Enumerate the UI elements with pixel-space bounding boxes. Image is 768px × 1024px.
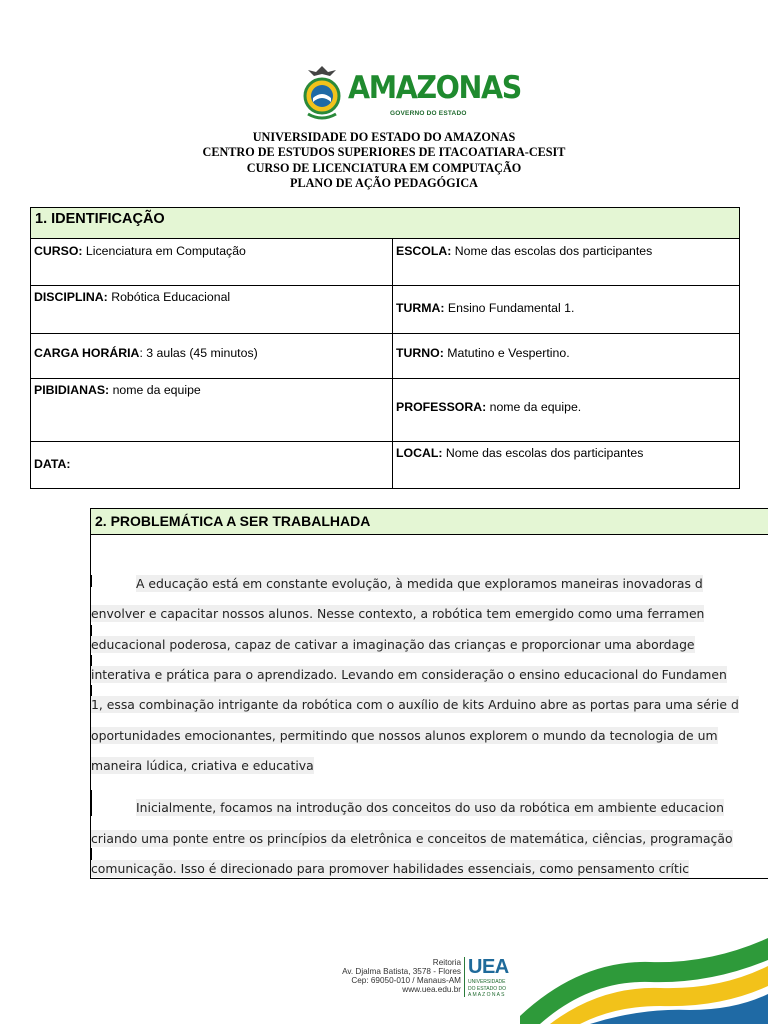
- paragraph-line: comunicação. Isso é direcionado para promover habilidades essenciais, como pensamento crític: [91, 861, 690, 876]
- cell-escola: [392, 238, 740, 286]
- cell-data: [30, 441, 393, 489]
- turno-label: TURNO:: [396, 346, 444, 360]
- carga-horaria-value: : 3 aulas (45 minutos): [139, 346, 258, 360]
- paragraph-line: educacional poderosa, capaz de cativar a imaginação das crianças e proporcionar uma abordage: [91, 637, 695, 652]
- address-line: Av. Djalma Batista, 3578 - Flores: [342, 967, 461, 976]
- escola-value: Nome das escolas dos participantes: [451, 244, 653, 258]
- local-label: LOCAL:: [396, 446, 443, 460]
- paragraph-line: Inicialmente, focamos na introdução dos conceitos do uso da robótica em ambiente educacion: [136, 800, 724, 815]
- text-cursor: [91, 790, 92, 816]
- professora-label: PROFESSORA:: [396, 400, 487, 414]
- pibidianas-value: nome da equipe: [109, 383, 201, 397]
- reitoria-address: [342, 958, 461, 994]
- cell-carga-horaria: [30, 333, 393, 379]
- cell-turno: [392, 333, 740, 379]
- disciplina-label: DISCIPLINA:: [34, 290, 108, 304]
- uea-subline: DO ESTADO DO: [468, 985, 506, 992]
- turma-label: TURMA:: [396, 301, 445, 315]
- amazonas-logo: [298, 62, 521, 124]
- address-line: www.uea.edu.br: [402, 985, 461, 994]
- curso-label: CURSO:: [34, 244, 83, 258]
- uea-subline: UNIVERSIDADE: [468, 979, 506, 985]
- turma-value: Ensino Fundamental 1.: [444, 301, 575, 315]
- university-name: UNIVERSIDADE DO ESTADO DO AMAZONAS: [252, 130, 516, 144]
- course-name: CURSO DE LICENCIATURA EM COMPUTAÇÃO: [246, 161, 522, 175]
- problematica-body: [90, 535, 768, 879]
- data-label: DATA:: [34, 457, 71, 471]
- cell-professora: [392, 378, 740, 442]
- decorative-waves-icon: [520, 930, 768, 1024]
- logo-subtitle: GOVERNO DO ESTADO: [390, 110, 467, 117]
- uea-subline: A M A Z O N A S: [468, 992, 505, 998]
- coat-of-arms-icon: [300, 64, 344, 122]
- identification-title: 1. IDENTIFICAÇÃO: [35, 211, 165, 227]
- text-cursor: [91, 848, 92, 860]
- logo-wordmark: AMAZONAS: [348, 70, 521, 106]
- cell-local: [392, 441, 740, 489]
- identification-table: [30, 207, 740, 489]
- curso-value: Licenciatura em Computação: [82, 244, 246, 258]
- cell-turma: [392, 285, 740, 334]
- footer-divider: [464, 957, 465, 997]
- uea-wordmark: UEA: [468, 956, 509, 978]
- problematica-header: [90, 508, 768, 535]
- escola-label: ESCOLA:: [396, 244, 452, 258]
- plan-title: PLANO DE AÇÃO PEDAGÓGICA: [290, 176, 478, 190]
- problematica-title: 2. PROBLEMÁTICA A SER TRABALHADA: [95, 513, 371, 529]
- carga-horaria-label: CARGA HORÁRIA: [34, 346, 140, 360]
- uea-logo: [468, 956, 509, 999]
- professora-value: nome da equipe.: [486, 400, 582, 414]
- paragraph-line: A educação está em constante evolução, à medida que exploramos maneiras inovadoras d: [136, 576, 703, 591]
- pibidianas-label: PIBIDIANAS:: [34, 383, 110, 397]
- center-name: CENTRO DE ESTUDOS SUPERIORES DE ITACOATIARA-CESIT: [202, 145, 566, 159]
- cell-pibidianas: [30, 378, 393, 442]
- cell-disciplina: [30, 285, 393, 334]
- paragraph-line: 1, essa combinação intrigante da robótica com o auxílio de kits Arduino abre as portas para uma série d: [91, 697, 739, 712]
- paragraph-line: oportunidades emocionantes, permitindo que nossos alunos explorem o mundo da tecnologia de um: [91, 728, 718, 743]
- paragraph-line: maneira lúdica, criativa e educativa: [91, 758, 314, 773]
- turno-value: Matutino e Vespertino.: [443, 346, 570, 360]
- text-cursor: [91, 575, 92, 587]
- local-value: Nome das escolas dos participantes: [442, 446, 644, 460]
- paragraph-line: criando uma ponte entre os princípios da eletrônica e conceitos de matemática, ciências, programação: [91, 831, 733, 846]
- cell-curso: [30, 238, 393, 286]
- address-line: Cep: 69050-010 / Manaus-AM: [351, 976, 461, 985]
- identification-header: [30, 207, 740, 239]
- disciplina-value: Robótica Educacional: [107, 290, 231, 304]
- address-line: Reitoria: [432, 958, 461, 967]
- paragraph-line: interativa e prática para o aprendizado. Levando em consideração o ensino educacional do Fundamen: [91, 667, 727, 682]
- paragraph-line: envolver e capacitar nossos alunos. Nesse contexto, a robótica tem emergido como uma ferramen: [91, 606, 705, 621]
